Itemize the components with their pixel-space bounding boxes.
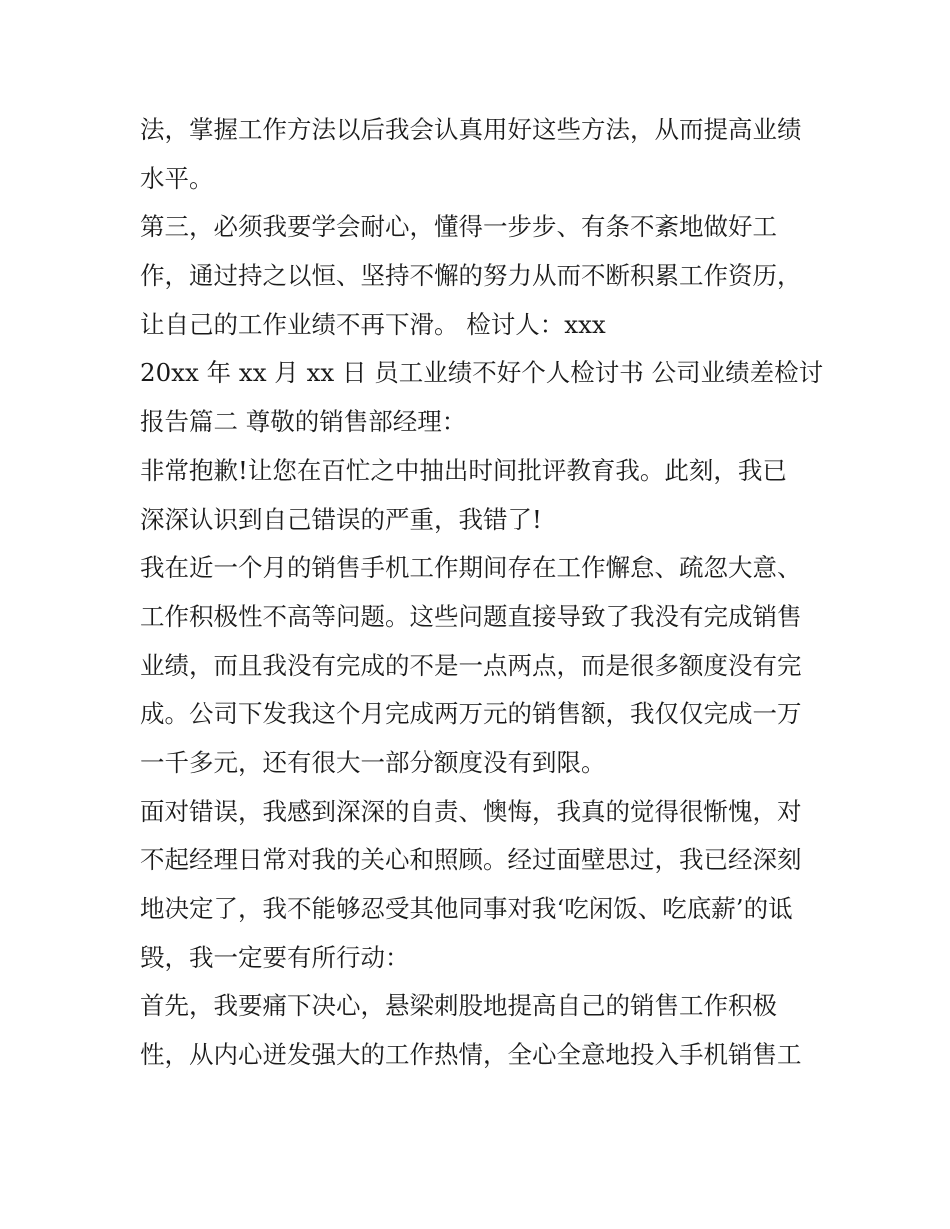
text-line: 地决定了，我不能够忍受其他同事对我‘吃闲饭、吃底薪’的诋 [140,894,793,923]
text-line: 工作积极性不高等问题。这些问题直接导致了我没有完成销售 [140,601,802,631]
text-line: 让自己的工作业绩不再下滑。 检讨人：xxx [140,309,606,339]
text-line: 业绩，而且我没有完成的不是一点两点，而是很多额度没有完 [140,650,802,680]
text-line: 20xx 年 xx 月 xx 日 员工业绩不好个人检讨书 公司业绩差检讨 [140,358,824,388]
text-line: 作，通过持之以恒、坚持不懈的努力从而不断积累工作资历， [140,261,802,291]
document-body [140,106,824,1080]
text-line: 非常抱歉!让您在百忙之中抽出时间批评教育我。此刻，我已 [140,455,787,485]
text-line: 面对错误，我感到深深的自责、懊悔，我真的觉得很惭愧，对 [140,796,802,826]
text-line: 性，从内心迸发强大的工作热情，全心全意地投入手机销售工 [140,1040,802,1070]
text-line: 第三，必须我要学会耐心，懂得一步步、有条不紊地做好工 [140,212,777,242]
text-line: 一千多元，还有很大一部分额度没有到限。 [140,747,606,777]
text-line: 深深认识到自己错误的严重，我错了! [140,504,542,534]
text-line: 首先，我要痛下决心，悬梁刺股地提高自己的销售工作积极 [140,991,777,1021]
text-line: 成。公司下发我这个月完成两万元的销售额，我仅仅完成一万 [140,699,802,729]
text-line: 我在近一个月的销售手机工作期间存在工作懈怠、疏忽大意、 [140,553,802,583]
text-line: 法，掌握工作方法以后我会认真用好这些方法，从而提高业绩 [140,115,802,144]
text-line: 报告篇二 尊敬的销售部经理： [140,407,467,437]
text-line: 不起经理日常对我的关心和照顾。经过面壁思过，我已经深刻 [140,845,802,875]
text-line: 毁，我一定要有所行动： [140,942,410,972]
text-line: 水平。 [140,163,214,193]
